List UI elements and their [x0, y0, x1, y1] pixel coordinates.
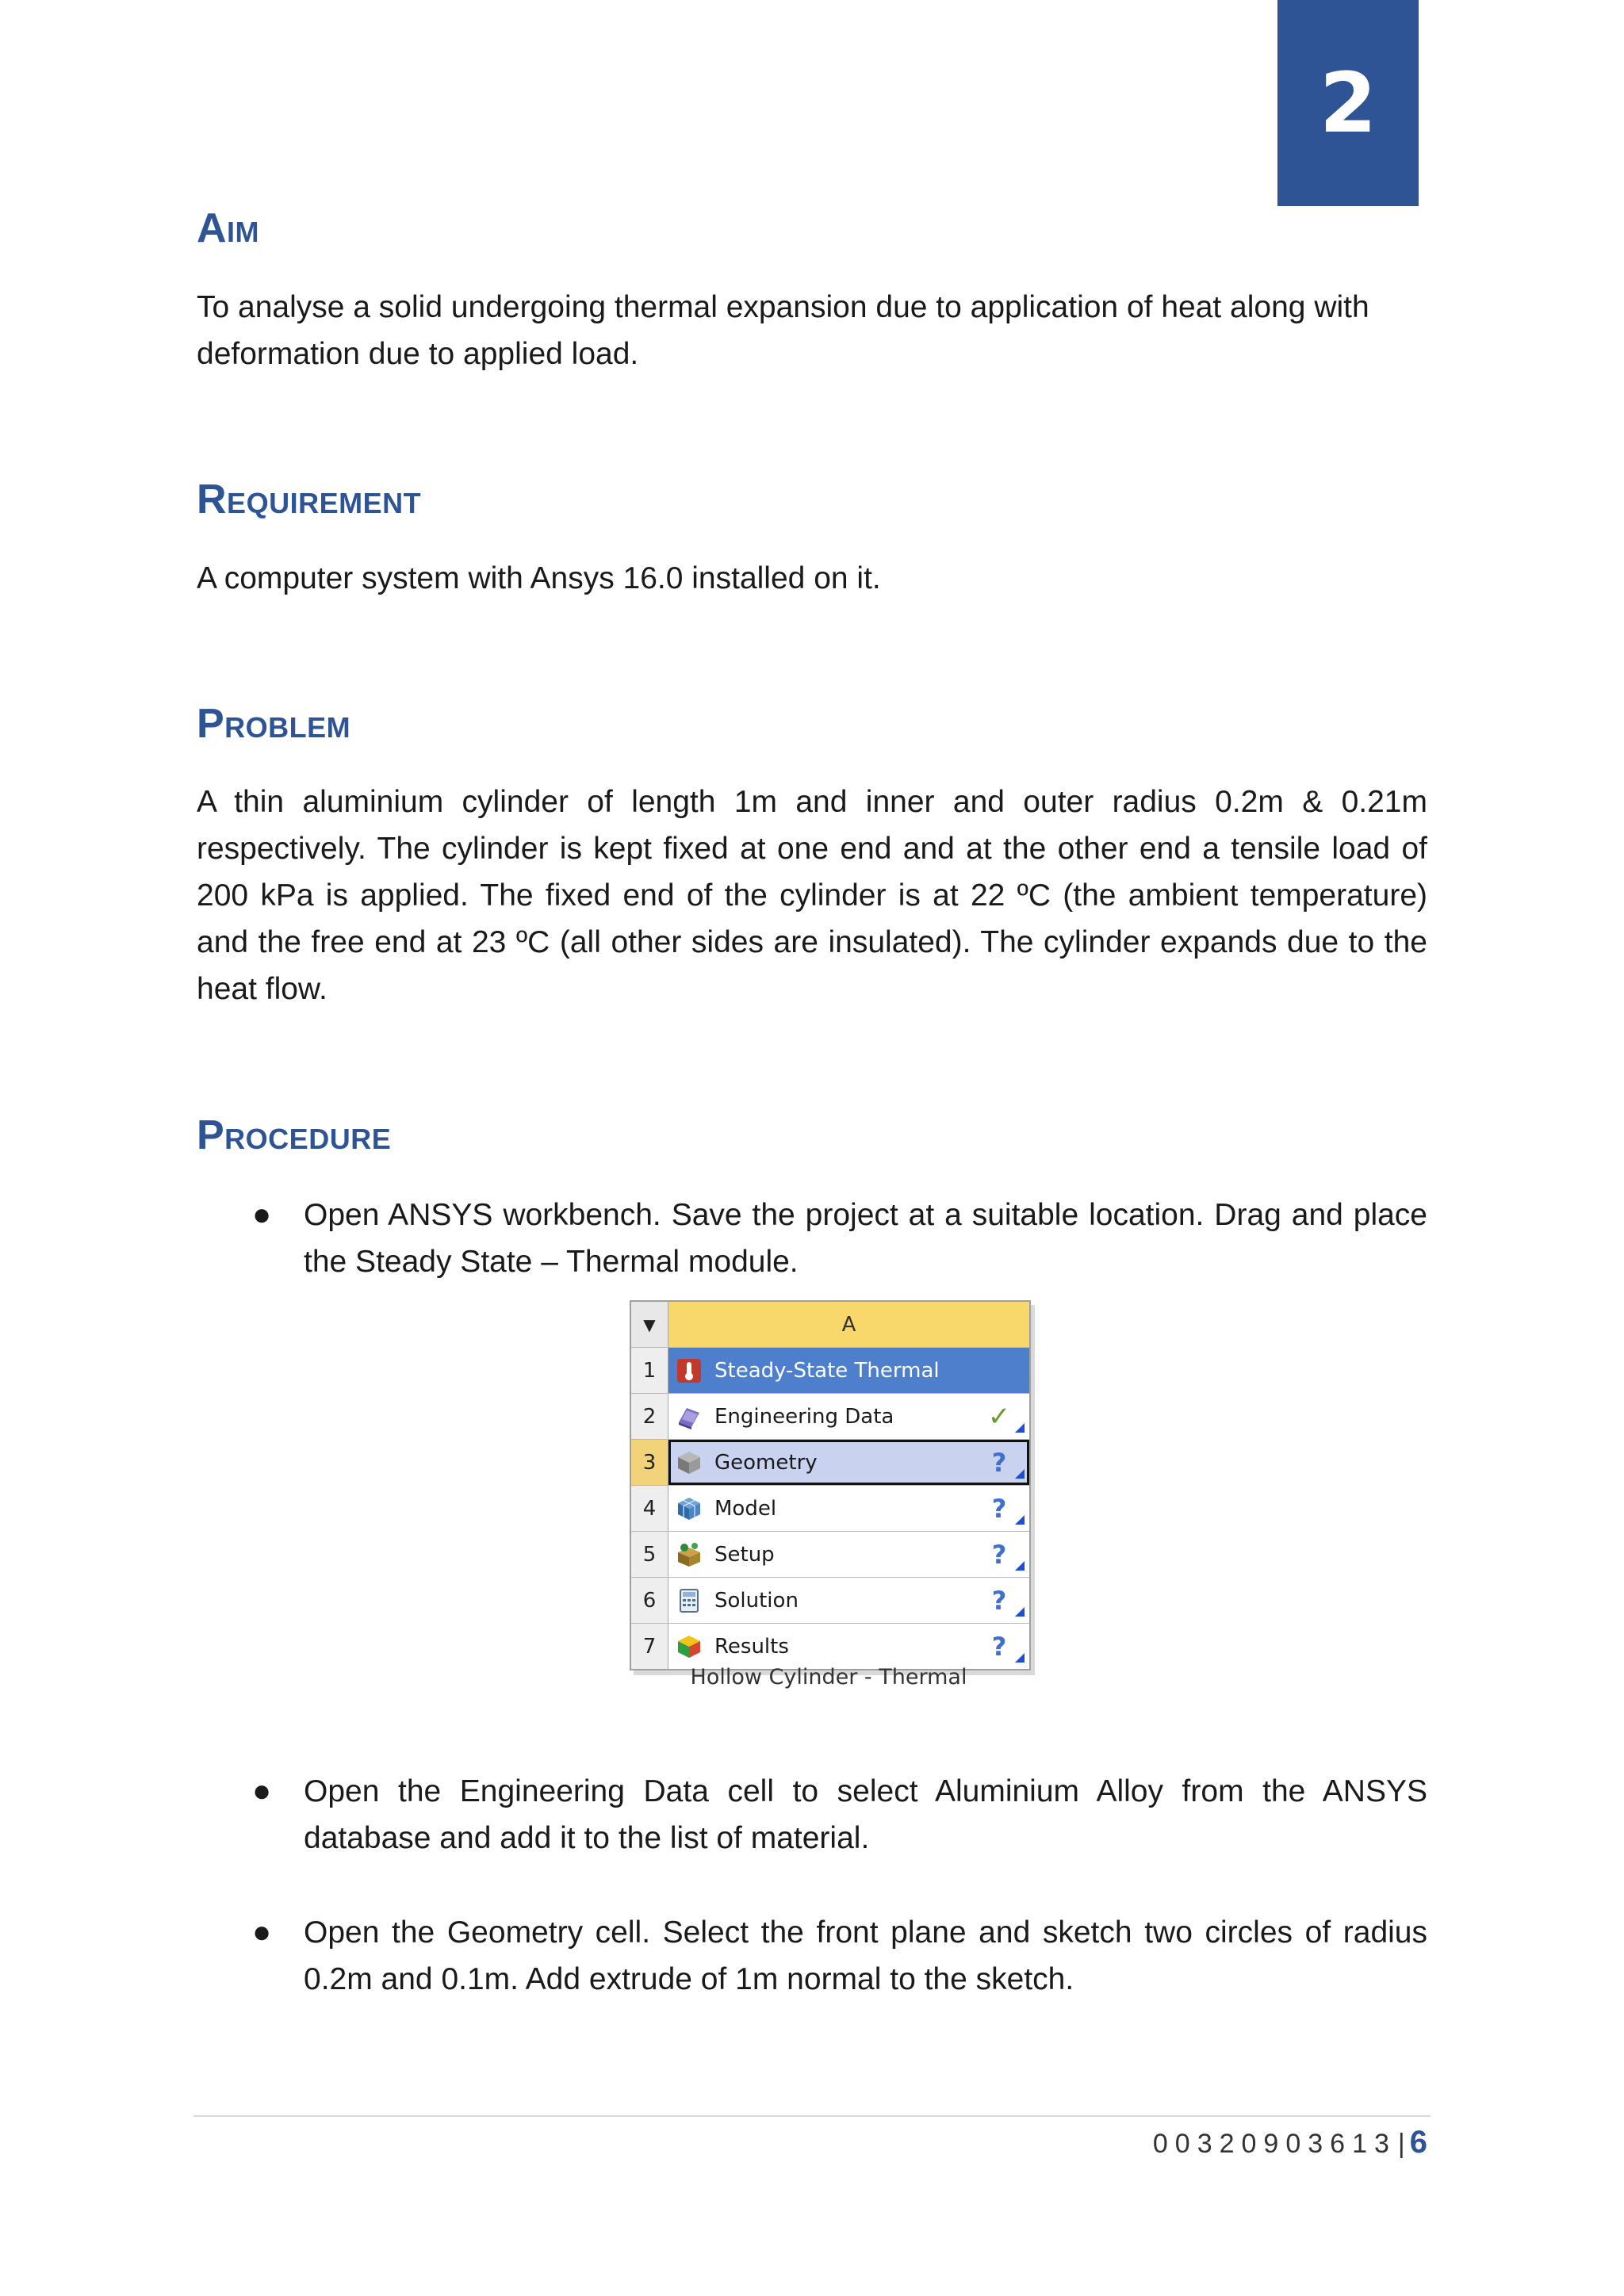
bullet-marker: ● — [252, 1915, 272, 1950]
row-number: 7 — [631, 1624, 668, 1669]
heading-aim: Aim — [197, 205, 260, 251]
bullet-marker: ● — [252, 1197, 272, 1232]
row-number: 4 — [631, 1486, 668, 1531]
row-number: 5 — [631, 1532, 668, 1577]
module-title-label: Steady-State Thermal — [714, 1358, 940, 1383]
row-number: 6 — [631, 1578, 668, 1623]
module-row-solution[interactable] — [631, 1578, 1029, 1624]
geometry-cube-icon — [675, 1448, 703, 1477]
procedure-step-2: Open the Engineering Data cell to select Aluminium Alloy from the ANSYS database and add it to the list of material. — [304, 1774, 1427, 1855]
footer-divider — [193, 2115, 1431, 2117]
heading-requirement: Requirement — [197, 476, 422, 522]
procedure-step-3: Open the Geometry cell. Select the front plane and sketch two circles of radius 0.2m and 0.1m. Add extrude of 1m normal to the sketch. — [304, 1915, 1427, 1996]
chapter-number: 2 — [1319, 55, 1377, 151]
page-number: 6 — [1409, 2125, 1427, 2160]
module-menu-button[interactable] — [631, 1302, 668, 1347]
module-row-engineering-data[interactable] — [631, 1394, 1029, 1440]
setup-icon — [675, 1540, 703, 1569]
problem-text: A thin aluminium cylinder of length 1m and inner and outer radius 0.2m & 0.21m respectively. The cylinder is kept fixed at one end and at the other end a tensile load of 200 kPa is applied. The fixed end of the cylinder is at 22 ºC (the ambient temperature) and the free end at 23 ºC (all other sides are insulated). The cylinder expands due to the heat flow. — [197, 785, 1427, 1006]
corner-triangle-icon — [1015, 1561, 1025, 1571]
row-number: 3 — [631, 1440, 668, 1485]
module-row-geometry[interactable] — [631, 1440, 1029, 1486]
corner-triangle-icon — [1015, 1423, 1025, 1433]
model-label: Model — [714, 1496, 777, 1521]
calculator-icon — [675, 1586, 703, 1615]
corner-triangle-icon — [1015, 1653, 1025, 1663]
chapter-number-box — [1277, 0, 1419, 206]
dropdown-arrow-icon: ▼ — [643, 1314, 656, 1334]
engineering-data-label: Engineering Data — [714, 1404, 894, 1429]
column-label: A — [841, 1312, 856, 1337]
module-header-row — [631, 1302, 1029, 1348]
page-footer — [1153, 2125, 1427, 2160]
aim-text: To analyse a solid undergoing thermal expansion due to application of heat along with deformation due to applied load. — [197, 290, 1369, 371]
heading-problem: Problem — [197, 701, 351, 747]
question-mark-icon: ? — [991, 1447, 1007, 1478]
module-row-setup[interactable] — [631, 1532, 1029, 1578]
question-mark-icon: ? — [991, 1585, 1007, 1616]
procedure-step-1: Open ANSYS workbench. Save the project at a suitable location. Drag and place the Steady State – Thermal module. — [304, 1198, 1427, 1279]
thermometer-icon — [675, 1357, 703, 1385]
mesh-cube-icon — [675, 1494, 703, 1523]
corner-triangle-icon — [1015, 1469, 1025, 1479]
checkmark-icon: ✓ — [987, 1400, 1011, 1433]
question-mark-icon: ? — [991, 1493, 1007, 1524]
module-row-model[interactable] — [631, 1486, 1029, 1532]
row-number: 2 — [631, 1394, 668, 1439]
bullet-marker: ● — [252, 1774, 272, 1808]
question-mark-icon: ? — [991, 1539, 1007, 1570]
corner-triangle-icon — [1015, 1607, 1025, 1617]
heading-procedure: Procedure — [197, 1112, 392, 1158]
footer-separator: | — [1397, 2129, 1405, 2159]
module-row-results[interactable] — [631, 1624, 1029, 1669]
module-caption: Hollow Cylinder - Thermal — [690, 1665, 967, 1689]
results-cube-icon — [675, 1632, 703, 1661]
module-column-header — [668, 1302, 1029, 1347]
book-icon — [675, 1402, 703, 1431]
requirement-text: A computer system with Ansys 16.0 installed on it. — [197, 561, 881, 595]
corner-triangle-icon — [1015, 1515, 1025, 1525]
ansys-module-table — [630, 1300, 1031, 1670]
footer-id-code: 00320903613 — [1152, 2129, 1396, 2159]
solution-label: Solution — [714, 1588, 799, 1613]
row-number: 1 — [631, 1348, 668, 1393]
geometry-label: Geometry — [714, 1450, 818, 1475]
module-row-title[interactable] — [631, 1348, 1029, 1394]
setup-label: Setup — [714, 1542, 775, 1567]
results-label: Results — [714, 1634, 789, 1659]
question-mark-icon: ? — [991, 1631, 1007, 1662]
